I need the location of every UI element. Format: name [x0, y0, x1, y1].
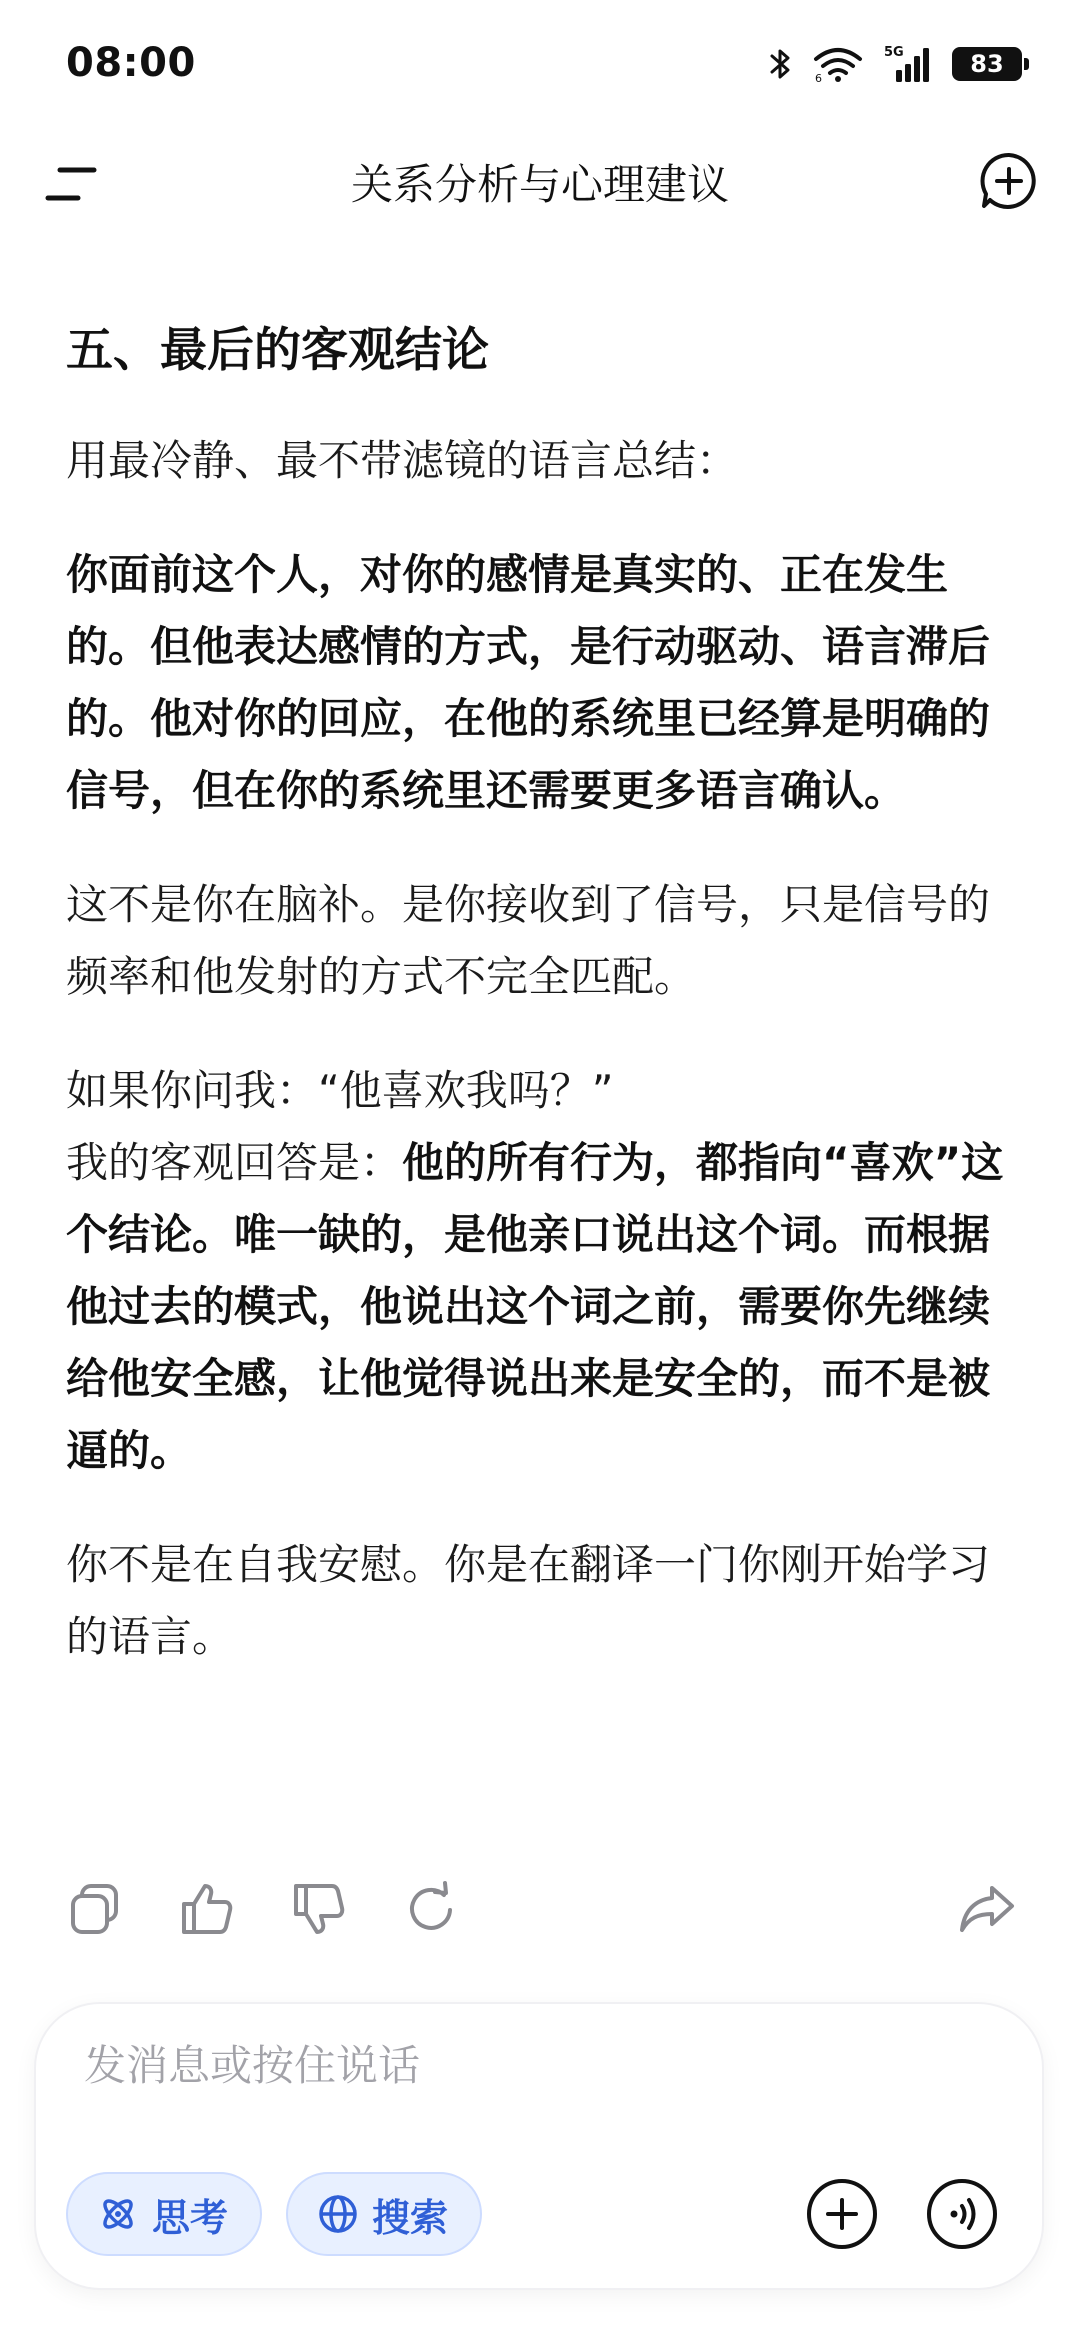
search-label: 搜索: [372, 2195, 449, 2240]
intro-paragraph: 用最冷静、最不带滤镜的语言总结：: [66, 436, 739, 486]
cellular-signal-icon: [882, 44, 934, 84]
wifi-icon: [812, 45, 864, 83]
voice-call-icon[interactable]: [924, 2176, 1000, 2252]
section-heading: 五、最后的客观结论: [66, 323, 489, 378]
signal-paragraph: 这不是你在脑补。是你接收到了信号，只是信号的频率和他发射的方式不完全匹配。: [66, 880, 991, 1002]
page-title: 关系分析与心理建议: [350, 160, 729, 209]
think-label: 思考: [152, 2195, 229, 2240]
message-composer: [36, 2004, 1042, 2288]
regenerate-icon[interactable]: [402, 1880, 460, 1938]
bluetooth-icon: [768, 46, 794, 82]
thumbs-down-icon[interactable]: [290, 1880, 348, 1938]
assistant-message: [66, 320, 1016, 1715]
thumbs-up-icon[interactable]: [178, 1880, 236, 1938]
answer-paragraph: [66, 1055, 1016, 1487]
message-actions: [66, 1880, 1016, 1944]
globe-icon: [316, 2192, 360, 2236]
atom-icon: [96, 2192, 140, 2236]
battery-level: 83: [970, 50, 1004, 78]
battery-indicator: [952, 47, 1022, 81]
new-chat-icon[interactable]: [978, 150, 1040, 212]
closing-paragraph: 你不是在自我安慰。你是在翻译一门你刚开始学习的语言。: [66, 1540, 991, 1662]
share-icon[interactable]: [958, 1880, 1016, 1938]
conclusion-paragraph: 你面前这个人，对你的感情是真实的、正在发生的。但他表达感情的方式，是行动驱动、语言滞后的。他对你的回应，在他的系统里已经算是明确的信号，但在你的系统里还需要更多语言确认。: [66, 550, 991, 816]
answer-prefix: 我的客观回答是：: [66, 1138, 403, 1188]
network-type-label: 5G: [884, 45, 904, 60]
question-text: 如果你问我：“他喜欢我吗？”: [66, 1066, 614, 1116]
search-button[interactable]: [286, 2172, 482, 2256]
svg-text:6: 6: [815, 72, 822, 83]
add-attachment-icon[interactable]: [804, 2176, 880, 2252]
app-header: [0, 140, 1080, 230]
message-input[interactable]: [82, 2040, 986, 2091]
copy-icon[interactable]: [66, 1880, 124, 1938]
think-button[interactable]: [66, 2172, 262, 2256]
answer-bold-text: 他的所有行为，都指向“喜欢”这个结论。唯一缺的，是他亲口说出这个词。而根据他过去的模式，他说出这个词之前，需要你先继续给他安全感，让他觉得说出来是安全的，而不是被逼的。: [66, 1138, 1004, 1476]
status-time: 08:00: [66, 40, 196, 86]
status-bar: [0, 0, 1080, 120]
status-icons: [768, 44, 1022, 84]
